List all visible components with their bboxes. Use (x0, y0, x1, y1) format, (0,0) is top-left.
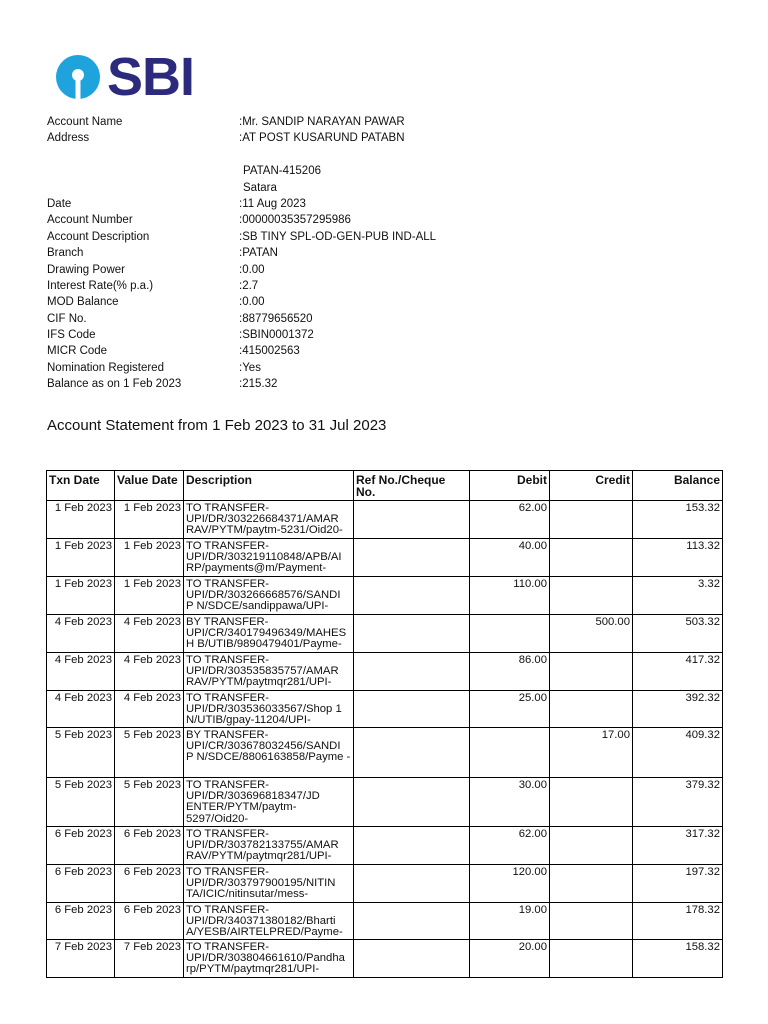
account-info-label: Account Description (47, 230, 150, 243)
balance-cell: 113.32 (633, 539, 723, 577)
value-date-cell: 6 Feb 2023 (115, 865, 184, 903)
debit-cell: 20.00 (470, 940, 550, 978)
balance-cell: 197.32 (633, 865, 723, 903)
ref-cell (354, 827, 470, 865)
balance-cell: 158.32 (633, 940, 723, 978)
table-row (47, 865, 723, 903)
balance-cell: 392.32 (633, 691, 723, 728)
debit-cell: 19.00 (470, 903, 550, 940)
credit-cell (550, 539, 633, 577)
debit-cell: 40.00 (470, 539, 550, 577)
description-cell: TO TRANSFER-UPI/DR/303536033567/Shop 1 N/UTIB/gpay-11204/UPI- (184, 691, 354, 728)
table-row (47, 728, 723, 778)
statement-title: Account Statement from 1 Feb 2023 to 31 Jul 2023 (47, 417, 387, 434)
ref-cell (354, 940, 470, 978)
account-info-value: :88779656520 (239, 312, 313, 325)
ref-cell (354, 577, 470, 615)
table-row (47, 691, 723, 728)
account-info-value: :11 Aug 2023 (239, 197, 306, 210)
ref-cell (354, 865, 470, 903)
credit-cell (550, 778, 633, 827)
account-info-label: Nomination Registered (47, 361, 164, 374)
table-row (47, 903, 723, 940)
header-credit: Credit (550, 471, 633, 501)
balance-cell: 379.32 (633, 778, 723, 827)
credit-cell (550, 577, 633, 615)
table-header-row (47, 471, 723, 501)
account-info-value: :PATAN (239, 247, 278, 260)
transactions-table (46, 470, 723, 978)
account-info-label: IFS Code (47, 329, 96, 342)
account-info-value: :00000035357295986 (239, 214, 351, 227)
account-info-value: :215.32 (239, 378, 278, 391)
txn-date-cell: 1 Feb 2023 (47, 539, 115, 577)
account-info-value: :0.00 (239, 263, 265, 276)
debit-cell: 120.00 (470, 865, 550, 903)
credit-cell: 17.00 (550, 728, 633, 778)
credit-cell (550, 827, 633, 865)
account-info-value: :SBIN0001372 (239, 329, 314, 342)
txn-date-cell: 6 Feb 2023 (47, 903, 115, 940)
account-info-label: Drawing Power (47, 263, 125, 276)
balance-cell: 153.32 (633, 501, 723, 539)
sbi-logo (55, 47, 195, 107)
account-info-label: Branch (47, 247, 84, 260)
credit-cell (550, 940, 633, 978)
balance-cell: 409.32 (633, 728, 723, 778)
description-cell: BY TRANSFER-UPI/CR/303678032456/SANDI P N/SDCE/8806163858/Payme - (184, 728, 354, 778)
description-cell: TO TRANSFER-UPI/DR/303696818347/JD ENTER/PYTM/paytm-5297/Oid20- (184, 778, 354, 827)
debit-cell (470, 728, 550, 778)
table-row (47, 940, 723, 978)
txn-date-cell: 5 Feb 2023 (47, 728, 115, 778)
value-date-cell: 6 Feb 2023 (115, 903, 184, 940)
table-row (47, 539, 723, 577)
txn-date-cell: 4 Feb 2023 (47, 615, 115, 653)
credit-cell (550, 653, 633, 691)
description-cell: TO TRANSFER-UPI/DR/303266668576/SANDI P N/SDCE/sandippawa/UPI- (184, 577, 354, 615)
description-cell: TO TRANSFER-UPI/DR/303782133755/AMAR RAV/PYTM/paytmqr281/UPI- (184, 827, 354, 865)
account-info-label: CIF No. (47, 312, 87, 325)
account-info-label: Address (47, 132, 90, 145)
txn-date-cell: 7 Feb 2023 (47, 940, 115, 978)
ref-cell (354, 691, 470, 728)
description-cell: TO TRANSFER-UPI/DR/303226684371/AMAR RAV/PYTM/paytm-5231/Oid20- (184, 501, 354, 539)
table-row (47, 827, 723, 865)
debit-cell (470, 615, 550, 653)
description-cell: TO TRANSFER-UPI/DR/303535835757/AMAR RAV/PYTM/paytmqr281/UPI- (184, 653, 354, 691)
balance-cell: 417.32 (633, 653, 723, 691)
ref-cell (354, 653, 470, 691)
value-date-cell: 5 Feb 2023 (115, 778, 184, 827)
account-info-value: :SB TINY SPL-OD-GEN-PUB IND-ALL (239, 230, 437, 243)
account-info-value: :0.00 (239, 296, 265, 309)
txn-date-cell: 6 Feb 2023 (47, 865, 115, 903)
account-info-label: MICR Code (47, 345, 108, 358)
debit-cell: 25.00 (470, 691, 550, 728)
txn-date-cell: 4 Feb 2023 (47, 653, 115, 691)
value-date-cell: 5 Feb 2023 (115, 728, 184, 778)
ref-cell (354, 501, 470, 539)
txn-date-cell: 1 Feb 2023 (47, 577, 115, 615)
account-info-label: Account Number (47, 214, 133, 227)
account-info-value: PATAN-415206 (243, 165, 321, 178)
account-info-value: :Mr. SANDIP NARAYAN PAWAR (239, 116, 405, 128)
header-ref-no: Ref No./Cheque No. (354, 471, 470, 501)
account-info-value: :2.7 (239, 279, 259, 292)
value-date-cell: 4 Feb 2023 (115, 615, 184, 653)
description-cell: TO TRANSFER-UPI/DR/340371380182/Bharti A/YESB/AIRTELPRED/Payme- (184, 903, 354, 940)
txn-date-cell: 4 Feb 2023 (47, 691, 115, 728)
balance-cell: 178.32 (633, 903, 723, 940)
txn-date-cell: 5 Feb 2023 (47, 778, 115, 827)
account-info-label: MOD Balance (47, 296, 119, 309)
header-txn-date: Txn Date (47, 471, 115, 501)
debit-cell: 62.00 (470, 827, 550, 865)
header-value-date: Value Date (115, 471, 184, 501)
table-row (47, 501, 723, 539)
header-balance: Balance (633, 471, 723, 501)
credit-cell (550, 903, 633, 940)
account-info-label: Date (47, 197, 72, 210)
description-cell: BY TRANSFER-UPI/CR/340179496349/MAHES H B/UTIB/9890479401/Payme- (184, 615, 354, 653)
account-info-label: Interest Rate(% p.a.) (47, 279, 154, 292)
ref-cell (354, 778, 470, 827)
table-row (47, 615, 723, 653)
value-date-cell: 6 Feb 2023 (115, 827, 184, 865)
value-date-cell: 7 Feb 2023 (115, 940, 184, 978)
txn-date-cell: 6 Feb 2023 (47, 827, 115, 865)
balance-cell: 503.32 (633, 615, 723, 653)
header-description: Description (184, 471, 354, 501)
balance-cell: 317.32 (633, 827, 723, 865)
table-row (47, 778, 723, 827)
credit-cell (550, 865, 633, 903)
account-info-value: :415002563 (239, 345, 300, 358)
brand-name: SBI (107, 47, 195, 107)
debit-cell: 62.00 (470, 501, 550, 539)
ref-cell (354, 903, 470, 940)
account-info-label: Account Name (47, 116, 123, 128)
sbi-keyhole-icon (55, 54, 101, 100)
balance-cell: 3.32 (633, 577, 723, 615)
account-info-value: :AT POST KUSARUND PATABN (239, 132, 405, 145)
account-info-value: Satara (243, 181, 277, 194)
description-cell: TO TRANSFER-UPI/DR/303804661610/Pandha rp/PYTM/paytmqr281/UPI- (184, 940, 354, 978)
value-date-cell: 4 Feb 2023 (115, 653, 184, 691)
debit-cell: 86.00 (470, 653, 550, 691)
table-row (47, 653, 723, 691)
debit-cell: 30.00 (470, 778, 550, 827)
ref-cell (354, 615, 470, 653)
credit-cell (550, 501, 633, 539)
credit-cell (550, 691, 633, 728)
debit-cell: 110.00 (470, 577, 550, 615)
credit-cell: 500.00 (550, 615, 633, 653)
txn-date-cell: 1 Feb 2023 (47, 501, 115, 539)
description-cell: TO TRANSFER-UPI/DR/303797900195/NITIN TA/ICIC/nitinsutar/mess- (184, 865, 354, 903)
value-date-cell: 1 Feb 2023 (115, 501, 184, 539)
value-date-cell: 1 Feb 2023 (115, 577, 184, 615)
value-date-cell: 4 Feb 2023 (115, 691, 184, 728)
account-info-value: :Yes (239, 361, 261, 374)
header-debit: Debit (470, 471, 550, 501)
account-info-label: Balance as on 1 Feb 2023 (47, 378, 182, 391)
ref-cell (354, 539, 470, 577)
description-cell: TO TRANSFER-UPI/DR/303219110848/APB/AI RP/payments@m/Payment- (184, 539, 354, 577)
value-date-cell: 1 Feb 2023 (115, 539, 184, 577)
ref-cell (354, 728, 470, 778)
table-row (47, 577, 723, 615)
